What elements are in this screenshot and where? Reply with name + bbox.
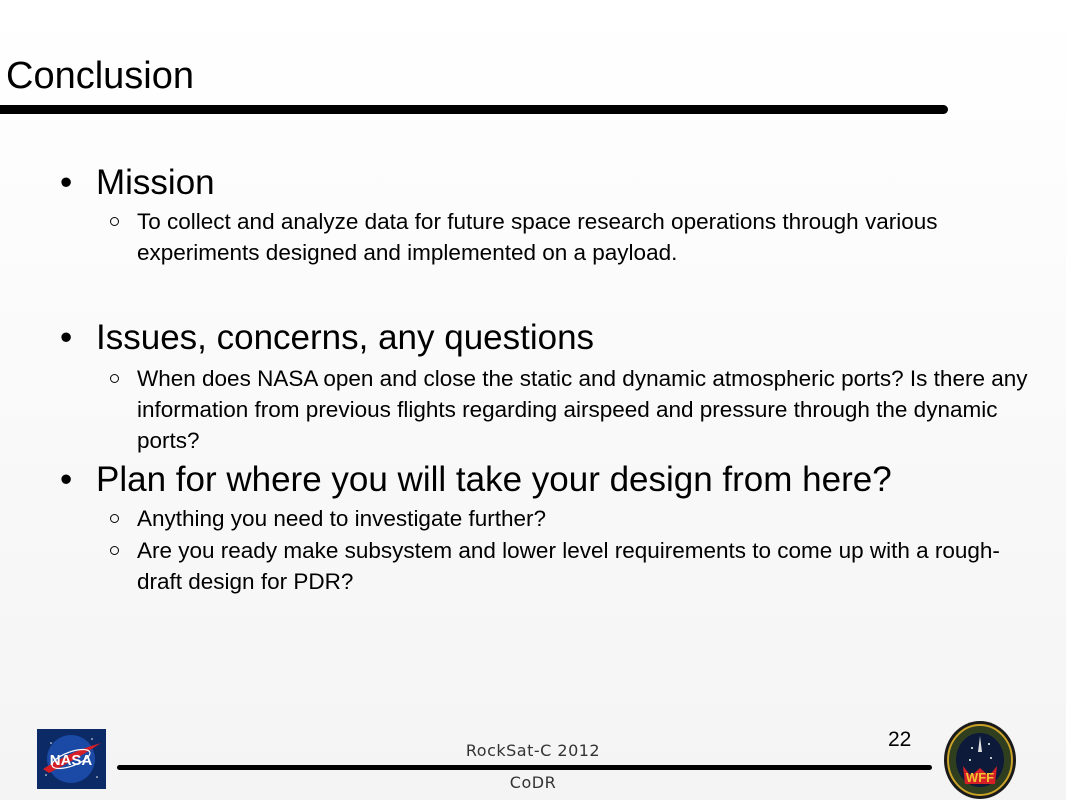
wff-logo-icon <box>941 718 1019 800</box>
sub-bullet-circle <box>110 546 119 555</box>
sub-bullet-text: When does NASA open and close the static and dynamic atmospheric ports? Is there any information from previous flights regarding airspeed and pressure through the dynamic ports? <box>137 366 1028 453</box>
bullet-dot: • <box>60 460 73 499</box>
sub-bullet-circle <box>110 217 119 226</box>
slide-title: Conclusion <box>6 55 194 97</box>
bullet-dot: • <box>60 163 73 202</box>
page-number: 22 <box>888 728 912 751</box>
svg-text:WFF: WFF <box>965 770 995 785</box>
footer-event-name: RockSat-C 2012 <box>465 741 601 760</box>
svg-text:NASA: NASA <box>49 752 93 769</box>
sub-bullet-text: Anything you need to investigate further? <box>137 506 547 531</box>
sub-bullet-circle <box>110 374 119 383</box>
footer-review-name: CoDR <box>509 773 557 792</box>
footer-divider <box>117 765 932 770</box>
sub-bullet-circle <box>110 514 119 523</box>
bullet-label: Mission <box>96 163 215 202</box>
bullet-label: Issues, concerns, any questions <box>96 318 595 357</box>
bullet-label: Plan for where you will take your design from here? <box>96 460 892 499</box>
bullet-dot: • <box>60 318 73 357</box>
sub-bullet-text: To collect and analyze data for future space research operations through various experiments designed and implemented on a payload. <box>137 209 938 265</box>
sub-bullet-text: Are you ready make subsystem and lower level requirements to come up with a rough-draft design for PDR? <box>137 538 1000 594</box>
title-underline <box>0 105 948 114</box>
